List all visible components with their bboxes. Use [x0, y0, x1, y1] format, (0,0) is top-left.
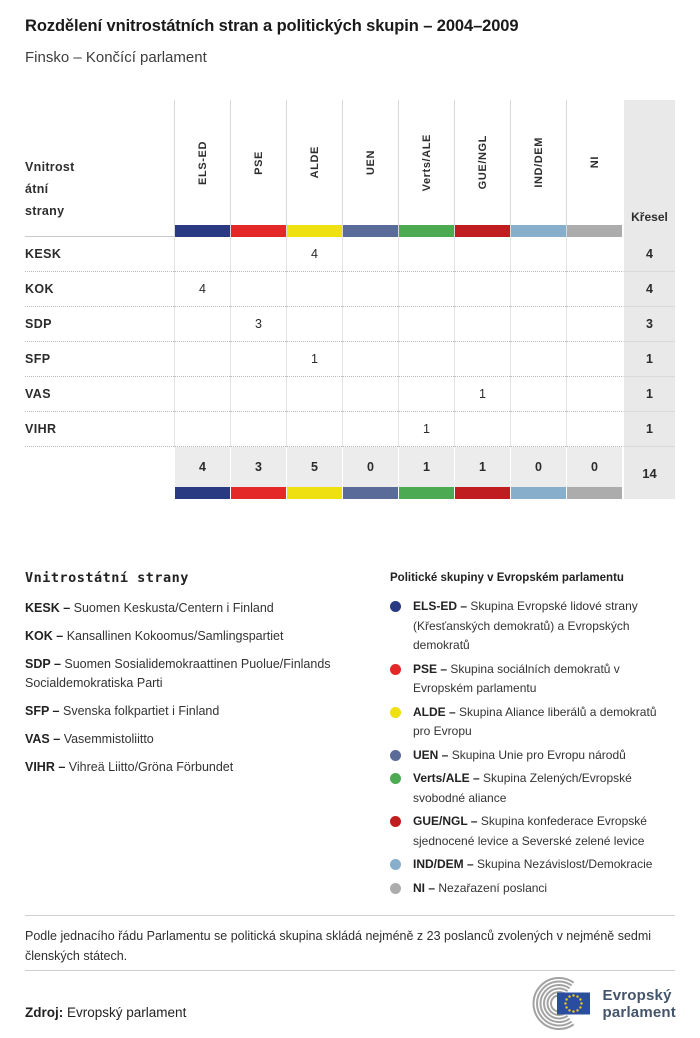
- cell-KESK-GUE/NGL: [454, 237, 510, 272]
- legend-party-abbr: VAS –: [25, 732, 61, 746]
- seats-VIHR: 1: [622, 412, 675, 447]
- column-header-label: NI: [588, 156, 601, 169]
- legend-parties-heading: Vnitrostátní strany: [25, 570, 189, 586]
- legend-party-abbr: KOK –: [25, 629, 64, 643]
- logo-wordmark: [603, 987, 677, 1021]
- legend-group-abbr: IND/DEM –: [413, 857, 474, 871]
- column-header-ALDE: [286, 100, 342, 237]
- cell-KESK-Verts/ALE: [398, 237, 454, 272]
- cell-VAS-Verts/ALE: [398, 377, 454, 412]
- cell-KOK-PSE: [230, 272, 286, 307]
- legend-dot-icon: [390, 750, 401, 761]
- total-UEN: 0: [342, 447, 398, 487]
- legend-group-text: [413, 746, 665, 766]
- row-header-line: átní: [25, 182, 49, 196]
- legend-party-item: [25, 599, 357, 618]
- cell-SDP-PSE: 3: [230, 307, 286, 342]
- legend-dot-icon: [390, 883, 401, 894]
- seats-SFP: 1: [622, 342, 675, 377]
- cell-KESK-ALDE: 4: [286, 237, 342, 272]
- column-header-UEN: [342, 100, 398, 237]
- legend-groups-heading: Politické skupiny v Evropském parlamentu: [390, 572, 624, 584]
- eu-flag-icon: [557, 993, 590, 1015]
- cell-KOK-ALDE: [286, 272, 342, 307]
- cell-SDP-Verts/ALE: [398, 307, 454, 342]
- cell-VAS-GUE/NGL: 1: [454, 377, 510, 412]
- cell-SFP-ALDE: 1: [286, 342, 342, 377]
- legend-group-text: [413, 660, 665, 699]
- cell-VAS-ELS-ED: [174, 377, 230, 412]
- color-bar-GUE/NGL: [454, 487, 510, 499]
- cell-VAS-NI: [566, 377, 622, 412]
- cell-SFP-PSE: [230, 342, 286, 377]
- cell-KOK-Verts/ALE: [398, 272, 454, 307]
- cell-KESK-UEN: [342, 237, 398, 272]
- seats-SDP: 3: [622, 307, 675, 342]
- legend-group-desc: Nezařazení poslanci: [438, 880, 548, 895]
- legend-party-item: [25, 655, 357, 693]
- logo-word-2: parlament: [602, 1003, 676, 1021]
- cell-SFP-NI: [566, 342, 622, 377]
- cell-SFP-UEN: [342, 342, 398, 377]
- legend-group-item: [390, 879, 678, 899]
- party-label-SFP: SFP: [25, 342, 174, 377]
- footnote: Podle jednacího řádu Parlamentu se politická skupina skládá nejméně z 23 poslanců zvolených v nejméně sedmi členských státech.: [25, 929, 652, 963]
- column-header-label: ALDE: [308, 146, 321, 179]
- column-header-label: UEN: [364, 149, 377, 176]
- cell-KOK-IND/DEM: [510, 272, 566, 307]
- legend-group-text: [413, 769, 665, 808]
- legend-group-desc: Skupina Zelených/Evropské svobodné aliance: [413, 771, 632, 805]
- column-header-label: ELS-ED: [196, 140, 209, 185]
- legend-party-text: Svenska folkpartiet i Finland: [63, 704, 220, 718]
- legend-national-parties: [25, 570, 357, 786]
- legend-group-abbr: GUE/NGL –: [413, 814, 478, 828]
- seats-KOK: 4: [622, 272, 675, 307]
- cell-VAS-ALDE: [286, 377, 342, 412]
- legend-party-item: [25, 758, 357, 777]
- total-NI: 0: [566, 447, 622, 487]
- cell-VIHR-NI: [566, 412, 622, 447]
- legend-group-item: [390, 769, 678, 808]
- cell-VIHR-ELS-ED: [174, 412, 230, 447]
- column-header-NI: [566, 100, 622, 237]
- legend-group-desc: Skupina sociálních demokratů v Evropském parlamentu: [413, 661, 620, 695]
- legend-group-abbr: Verts/ALE –: [413, 771, 480, 785]
- party-label-VAS: VAS: [25, 377, 174, 412]
- cell-VIHR-Verts/ALE: 1: [398, 412, 454, 447]
- legend-group-text: [413, 879, 665, 899]
- total-ELS-ED: 4: [174, 447, 230, 487]
- legend-parties-items: [25, 599, 357, 777]
- source-line: [25, 1005, 186, 1020]
- legend-party-abbr: VIHR –: [25, 760, 66, 774]
- cell-SDP-NI: [566, 307, 622, 342]
- column-header-Verts/ALE: [398, 100, 454, 237]
- legend-group-abbr: PSE –: [413, 661, 448, 676]
- legend-group-item: [390, 812, 678, 851]
- legend-group-abbr: ELS-ED –: [413, 599, 468, 613]
- color-bar-ELS-ED: [174, 487, 230, 499]
- seats-VAS: 1: [622, 377, 675, 412]
- column-header-PSE: [230, 100, 286, 237]
- column-header-IND/DEM: [510, 100, 566, 237]
- legend-party-text: Suomen Keskusta/Centern i Finland: [73, 601, 274, 615]
- legend-political-groups: [390, 572, 678, 902]
- color-bar-NI: [566, 487, 622, 499]
- bar-empty-cell: [25, 487, 174, 499]
- legend-party-text: Vihreä Liitto/Gröna Förbundet: [68, 760, 234, 774]
- column-header-label: GUE/NGL: [476, 135, 489, 190]
- column-header-ELS-ED: [174, 100, 230, 237]
- legend-group-text: [413, 597, 665, 656]
- legend-party-text: Kansallinen Kokoomus/Samlingspartiet: [66, 629, 284, 643]
- legend-group-desc: Skupina Aliance liberálů a demokratů pro Evropu: [413, 704, 657, 738]
- cell-SFP-GUE/NGL: [454, 342, 510, 377]
- legend-party-text: Suomen Sosialidemokraattinen Puolue/Finlands Socialdemokratiska Parti: [25, 657, 331, 690]
- legend-group-abbr: ALDE –: [413, 704, 456, 719]
- legend-dot-icon: [390, 859, 401, 870]
- legend-dot-icon: [390, 707, 401, 718]
- legend-group-abbr: UEN –: [413, 747, 449, 762]
- legend-group-desc: Skupina Evropské lidové strany (Křesťanských demokratů) a Evropských demokratů: [413, 599, 638, 652]
- cell-VAS-PSE: [230, 377, 286, 412]
- total-GUE/NGL: 1: [454, 447, 510, 487]
- cell-SFP-ELS-ED: [174, 342, 230, 377]
- legend-group-item: [390, 703, 678, 742]
- legend-group-desc: Skupina konfederace Evropské sjednocené levice a Severské zelené levice: [413, 814, 647, 848]
- divider-top: [25, 915, 675, 916]
- total-IND/DEM: 0: [510, 447, 566, 487]
- legend-party-abbr: SFP –: [25, 704, 60, 718]
- cell-VIHR-GUE/NGL: [454, 412, 510, 447]
- cell-VAS-IND/DEM: [510, 377, 566, 412]
- legend-group-item: [390, 855, 678, 875]
- row-header: [25, 100, 174, 237]
- legend-groups-items: [390, 597, 678, 898]
- legend-dot-icon: [390, 816, 401, 827]
- legend-group-desc: Skupina Unie pro Evropu národů: [451, 747, 626, 762]
- legend-group-item: [390, 660, 678, 699]
- cell-KESK-NI: [566, 237, 622, 272]
- legend-party-abbr: SDP –: [25, 657, 61, 671]
- cell-SDP-ELS-ED: [174, 307, 230, 342]
- seats-KESK: 4: [622, 237, 675, 272]
- cell-KOK-NI: [566, 272, 622, 307]
- cell-KESK-ELS-ED: [174, 237, 230, 272]
- totals-empty-cell: [25, 447, 174, 487]
- cell-SDP-UEN: [342, 307, 398, 342]
- page-title: Rozdělení vnitrostátních stran a politických skupin – 2004–2009: [25, 17, 519, 35]
- column-header-label: IND/DEM: [532, 137, 545, 188]
- source-text: Evropský parlament: [67, 1005, 187, 1020]
- legend-group-desc: Skupina Nezávislost/Demokracie: [477, 857, 653, 871]
- cell-KOK-ELS-ED: 4: [174, 272, 230, 307]
- cell-SDP-GUE/NGL: [454, 307, 510, 342]
- party-label-KOK: KOK: [25, 272, 174, 307]
- cell-SDP-IND/DEM: [510, 307, 566, 342]
- source-label: Zdroj:: [25, 1005, 64, 1020]
- legend-group-item: [390, 597, 678, 656]
- legend-group-text: [413, 703, 665, 742]
- logo-word-1: Evropský: [602, 986, 672, 1004]
- total-ALDE: 5: [286, 447, 342, 487]
- total-Verts/ALE: 1: [398, 447, 454, 487]
- legend-party-item: [25, 627, 357, 646]
- total-PSE: 3: [230, 447, 286, 487]
- cell-SFP-IND/DEM: [510, 342, 566, 377]
- cell-VIHR-ALDE: [286, 412, 342, 447]
- color-bar-IND/DEM: [510, 487, 566, 499]
- legend-group-text: [413, 812, 665, 851]
- color-bar-Verts/ALE: [398, 487, 454, 499]
- seats-distribution-table: [25, 100, 675, 499]
- legend-dot-icon: [390, 664, 401, 675]
- cell-VIHR-UEN: [342, 412, 398, 447]
- color-bar-UEN: [342, 487, 398, 499]
- cell-SFP-Verts/ALE: [398, 342, 454, 377]
- legend-party-abbr: KESK –: [25, 601, 71, 615]
- cell-VAS-UEN: [342, 377, 398, 412]
- column-header-label: PSE: [252, 150, 265, 175]
- legend-group-text: [413, 855, 665, 875]
- legend-dot-icon: [390, 601, 401, 612]
- cell-KOK-GUE/NGL: [454, 272, 510, 307]
- legend-group-item: [390, 746, 678, 766]
- page-subtitle: Finsko – Končící parlament: [25, 49, 207, 66]
- row-header-line: strany: [25, 204, 65, 218]
- legend-party-item: [25, 730, 357, 749]
- legend-party-item: [25, 702, 357, 721]
- party-label-VIHR: VIHR: [25, 412, 174, 447]
- seats-column-header: Křesel: [622, 100, 675, 237]
- divider-bottom: [25, 970, 675, 971]
- row-header-line: Vnitrost: [25, 160, 75, 174]
- column-header-label: Verts/ALE: [420, 133, 433, 192]
- cell-SDP-ALDE: [286, 307, 342, 342]
- color-bar-PSE: [230, 487, 286, 499]
- hemicycle-arcs-icon: [527, 976, 593, 1031]
- cell-VIHR-PSE: [230, 412, 286, 447]
- legend-dot-icon: [390, 773, 401, 784]
- party-label-KESK: KESK: [25, 237, 174, 272]
- cell-VIHR-IND/DEM: [510, 412, 566, 447]
- cell-KOK-UEN: [342, 272, 398, 307]
- cell-KESK-PSE: [230, 237, 286, 272]
- cell-KESK-IND/DEM: [510, 237, 566, 272]
- legend-party-text: Vasemmistoliitto: [63, 732, 154, 746]
- color-bar-ALDE: [286, 487, 342, 499]
- legend-group-abbr: NI –: [413, 880, 436, 895]
- total-seats: 14: [622, 447, 675, 499]
- european-parliament-logo: [527, 976, 677, 1031]
- party-label-SDP: SDP: [25, 307, 174, 342]
- column-header-GUE/NGL: [454, 100, 510, 237]
